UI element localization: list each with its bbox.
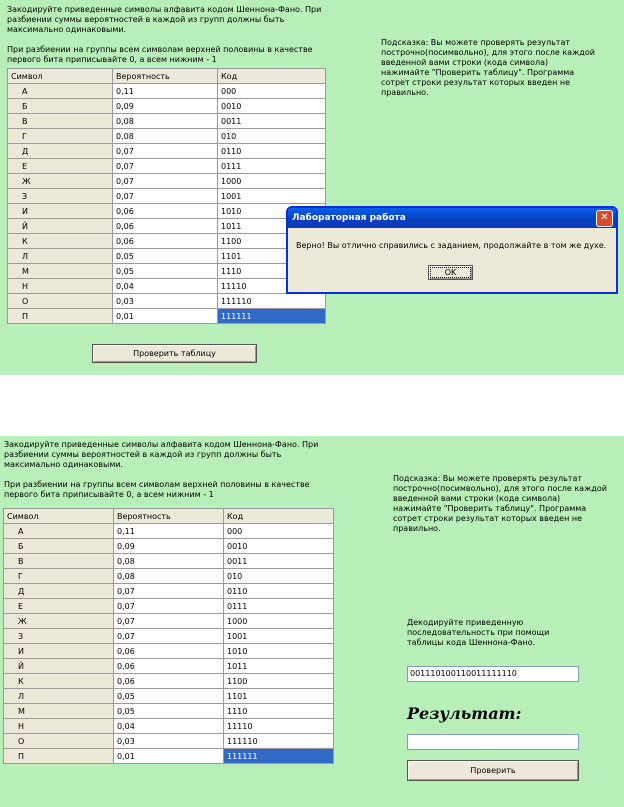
table-row [8, 114, 326, 129]
table-row [4, 674, 334, 689]
header-code: Код [224, 509, 334, 524]
table-row [4, 569, 334, 584]
header-symbol: Символ [8, 69, 113, 84]
code-cell[interactable]: 111110 [224, 734, 334, 749]
probability-cell: 0,09 [113, 99, 218, 114]
table-row [4, 719, 334, 734]
header-code: Код [218, 69, 326, 84]
check-button[interactable]: Проверить [407, 760, 579, 781]
instruction-text: Закодируйте приведенные символы алфавита кодом Шеннона-Фано. При разбиении суммы вероятностей в каждой из групп должны быть максимально одинаковыми. [4, 440, 319, 469]
code-cell[interactable]: 111111 [218, 309, 326, 324]
table-row [4, 689, 334, 704]
probability-cell: 0,07 [114, 584, 224, 599]
check-table-button[interactable]: Проверить таблицу [92, 344, 257, 363]
instruction-text: Закодируйте приведенные символы алфавита кодом Шеннона-Фано. При разбиении суммы вероятностей в каждой из групп должны быть максимально одинаковыми. [7, 5, 322, 34]
probability-cell: 0,06 [113, 204, 218, 219]
probability-cell: 0,03 [114, 734, 224, 749]
dialog-title-bar [288, 208, 616, 228]
probability-cell: 0,07 [113, 174, 218, 189]
symbol-cell: З [4, 629, 114, 644]
table-row [8, 174, 326, 189]
decode-instruction: Декодируйте приведенную последовательность при помощи таблицы кода Шеннона-Фано. [407, 618, 550, 647]
code-cell[interactable]: 1110 [218, 264, 326, 279]
probability-cell: 0,11 [113, 84, 218, 99]
code-cell[interactable]: 111110 [218, 294, 326, 309]
table-row [8, 219, 326, 234]
table-row [8, 294, 326, 309]
probability-cell: 0,06 [113, 219, 218, 234]
hint-text: Подсказка: Вы можете проверять результат построчно(посимвольно), для этого после каждой введенной вами строки (кода символа) нажимайте "Проверить таблицу". Программа сотрет строки результат которых введен не правильно. [393, 474, 607, 533]
symbol-cell: О [8, 294, 113, 309]
symbol-cell: Н [4, 719, 114, 734]
symbol-cell: В [8, 114, 113, 129]
code-cell[interactable]: 11110 [218, 279, 326, 294]
probability-cell: 0,05 [113, 264, 218, 279]
table-row [4, 614, 334, 629]
symbol-cell: Ж [4, 614, 114, 629]
probability-cell: 0,03 [113, 294, 218, 309]
table-row [8, 99, 326, 114]
symbol-cell: П [8, 309, 113, 324]
symbol-cell: В [4, 554, 114, 569]
result-label: Результат: [407, 704, 522, 723]
instruction-rule-text: При разбиении на группы всем символам верхней половины в качестве первого бита приписывайте 0, а всем нижним - 1 [4, 480, 310, 499]
symbol-cell: М [4, 704, 114, 719]
code-cell[interactable]: 0110 [224, 584, 334, 599]
symbol-cell: А [8, 84, 113, 99]
probability-cell: 0,04 [113, 279, 218, 294]
probability-cell: 0,08 [114, 569, 224, 584]
table-row [8, 84, 326, 99]
code-cell[interactable]: 0111 [224, 599, 334, 614]
table-row [4, 554, 334, 569]
symbol-cell: Л [8, 249, 113, 264]
table-row [8, 159, 326, 174]
symbol-cell: Н [8, 279, 113, 294]
code-cell[interactable]: 1100 [218, 234, 326, 249]
code-cell[interactable]: 0010 [224, 539, 334, 554]
bottom-panel [0, 436, 624, 807]
symbol-cell: Д [8, 144, 113, 159]
code-cell[interactable]: 1101 [218, 249, 326, 264]
close-icon[interactable]: ✕ [596, 210, 613, 227]
code-cell[interactable]: 000 [224, 524, 334, 539]
symbol-cell: К [8, 234, 113, 249]
probability-cell: 0,05 [113, 249, 218, 264]
code-cell[interactable]: 010 [218, 129, 326, 144]
probability-cell: 0,07 [114, 629, 224, 644]
probability-cell: 0,06 [113, 234, 218, 249]
table-row [4, 539, 334, 554]
probability-cell: 0,09 [114, 539, 224, 554]
dialog-title: Лабораторная работа [292, 213, 406, 223]
code-cell[interactable]: 1001 [224, 629, 334, 644]
symbol-cell: Б [8, 99, 113, 114]
symbol-cell: Ж [8, 174, 113, 189]
table-row [4, 704, 334, 719]
instruction-rule-text: При разбиении на группы всем символам верхней половины в качестве первого бита приписывайте 0, а всем нижним - 1 [7, 45, 313, 64]
symbol-cell: Е [4, 599, 114, 614]
table-row [8, 264, 326, 279]
code-cell[interactable]: 1011 [218, 219, 326, 234]
table-row [4, 524, 334, 539]
code-cell[interactable]: 11110 [224, 719, 334, 734]
symbol-cell: П [4, 749, 114, 764]
table-row [8, 234, 326, 249]
code-cell[interactable]: 1000 [218, 174, 326, 189]
symbol-cell: Г [4, 569, 114, 584]
probability-cell: 0,07 [113, 144, 218, 159]
header-symbol: Символ [4, 509, 114, 524]
code-cell[interactable]: 1001 [218, 189, 326, 204]
code-cell[interactable]: 0111 [218, 159, 326, 174]
header-probability: Вероятность [114, 509, 224, 524]
ok-button[interactable]: OK [428, 265, 473, 280]
symbol-cell: О [4, 734, 114, 749]
probability-cell: 0,07 [113, 189, 218, 204]
probability-cell: 0,07 [113, 159, 218, 174]
message-dialog [286, 206, 618, 294]
probability-cell: 0,08 [113, 114, 218, 129]
code-cell[interactable]: 1101 [224, 689, 334, 704]
code-cell[interactable]: 1010 [218, 204, 326, 219]
code-cell[interactable]: 111111 [224, 749, 334, 764]
hint-text: Подсказка: Вы можете проверять результат построчно(посимвольно), для этого после каждой введенной вами строки (кода символа) нажимайте "Проверить таблицу". Программа сотрет строки результат которых введен не правильно. [381, 38, 595, 97]
probability-cell: 0,08 [114, 554, 224, 569]
probability-cell: 0,08 [113, 129, 218, 144]
table-row [8, 189, 326, 204]
symbol-cell: Е [8, 159, 113, 174]
symbol-cell: Й [4, 659, 114, 674]
code-table [3, 508, 334, 764]
probability-cell: 0,04 [114, 719, 224, 734]
table-row [4, 749, 334, 764]
code-cell[interactable]: 1110 [224, 704, 334, 719]
top-panel [0, 0, 624, 375]
table-row [8, 309, 326, 324]
code-cell[interactable]: 0010 [218, 99, 326, 114]
table-row [4, 644, 334, 659]
table-row [4, 659, 334, 674]
table-row [4, 599, 334, 614]
symbol-cell: Й [8, 219, 113, 234]
table-row [8, 204, 326, 219]
probability-cell: 0,07 [114, 614, 224, 629]
code-cell[interactable]: 0110 [218, 144, 326, 159]
symbol-cell: М [8, 264, 113, 279]
code-cell[interactable]: 000 [218, 84, 326, 99]
code-cell[interactable]: 1000 [224, 614, 334, 629]
symbol-cell: З [8, 189, 113, 204]
table-row [4, 629, 334, 644]
probability-cell: 0,07 [114, 599, 224, 614]
table-row [8, 144, 326, 159]
table-row [8, 129, 326, 144]
code-cell[interactable]: 0011 [224, 554, 334, 569]
code-cell[interactable]: 010 [224, 569, 334, 584]
probability-cell: 0,05 [114, 704, 224, 719]
code-cell[interactable]: 0011 [218, 114, 326, 129]
probability-cell: 0,06 [114, 644, 224, 659]
code-cell[interactable]: 1011 [224, 659, 334, 674]
symbol-cell: А [4, 524, 114, 539]
dialog-message: Верно! Вы отлично справились с заданием, продолжайте в том же духе. [296, 241, 607, 250]
probability-cell: 0,11 [114, 524, 224, 539]
symbol-cell: Л [4, 689, 114, 704]
header-probability: Вероятность [113, 69, 218, 84]
probability-cell: 0,06 [114, 659, 224, 674]
code-cell[interactable]: 1100 [224, 674, 334, 689]
table-row [4, 734, 334, 749]
symbol-cell: Г [8, 129, 113, 144]
code-table [7, 68, 326, 324]
symbol-cell: Б [4, 539, 114, 554]
table-row [8, 279, 326, 294]
symbol-cell: И [4, 644, 114, 659]
sequence-field[interactable]: 001110100110011111110 [407, 666, 579, 682]
table-row [8, 249, 326, 264]
code-cell[interactable]: 1010 [224, 644, 334, 659]
symbol-cell: Д [4, 584, 114, 599]
probability-cell: 0,01 [114, 749, 224, 764]
probability-cell: 0,05 [114, 689, 224, 704]
symbol-cell: И [8, 204, 113, 219]
probability-cell: 0,06 [114, 674, 224, 689]
result-input[interactable] [407, 734, 579, 750]
table-row [4, 584, 334, 599]
symbol-cell: К [4, 674, 114, 689]
probability-cell: 0,01 [113, 309, 218, 324]
